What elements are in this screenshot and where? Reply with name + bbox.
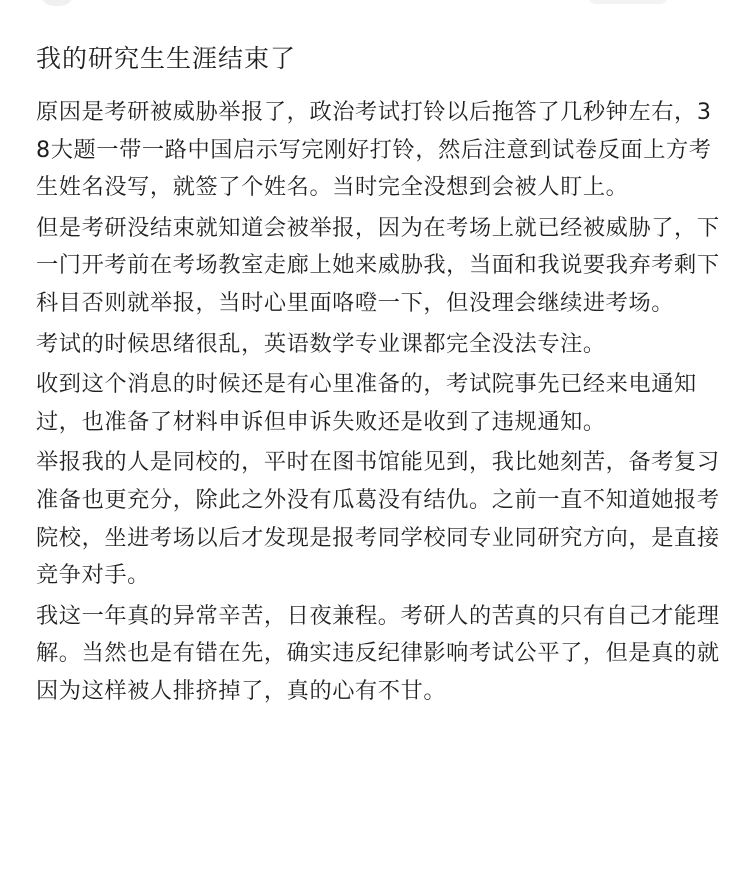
post-paragraph-6: 我这一年真的异常辛苦，日夜兼程。考研人的苦真的只有自己才能理解。当然也是有错在先，确实违反纪律影响考试公平了，但是真的就因为这样被人排挤掉了，真的心有不甘。 — [36, 602, 720, 704]
cropped-button-edge — [588, 0, 668, 4]
post-paragraph-3: 考试的时候思绪很乱，英语数学专业课都完全没法专注。 — [36, 330, 606, 357]
post-paragraph-4: 收到这个消息的时候还是有心里准备的，考试院事先已经来电通知过，也准备了材料申诉但申诉失败还是收到了违规通知。 — [36, 371, 697, 435]
cropped-avatar-edge — [40, 0, 74, 6]
post-title: 我的研究生生涯结束了 — [36, 44, 297, 73]
post-paragraph-1: 原因是考研被威胁举报了，政治考试打铃以后拖答了几秒钟左右，38大题一带一路中国启示写完刚好打铃，然后注意到试卷反面上方考生姓名没写，就签了个姓名。当时完全没想到会被人盯上。 — [36, 99, 712, 201]
post-paragraph-5: 举报我的人是同校的，平时在图书馆能见到，我比她刻苦，备考复习准备也更充分，除此之外没有瓜葛没有结仇。之前一直不知道她报考院校，坐进考场以后才发现是报考同学校同专业同研究方向，是直接竞争对手。 — [36, 449, 720, 589]
post-content — [36, 40, 726, 714]
post-paragraph-2: 但是考研没结束就知道会被举报，因为在考场上就已经被威胁了，下一门开考前在考场教室走廊上她来威胁我，当面和我说要我弃考剩下科目否则就举报，当时心里面咯噔一下，但没理会继续进考场。 — [36, 214, 720, 316]
top-cropped-toolbar — [0, 0, 750, 10]
